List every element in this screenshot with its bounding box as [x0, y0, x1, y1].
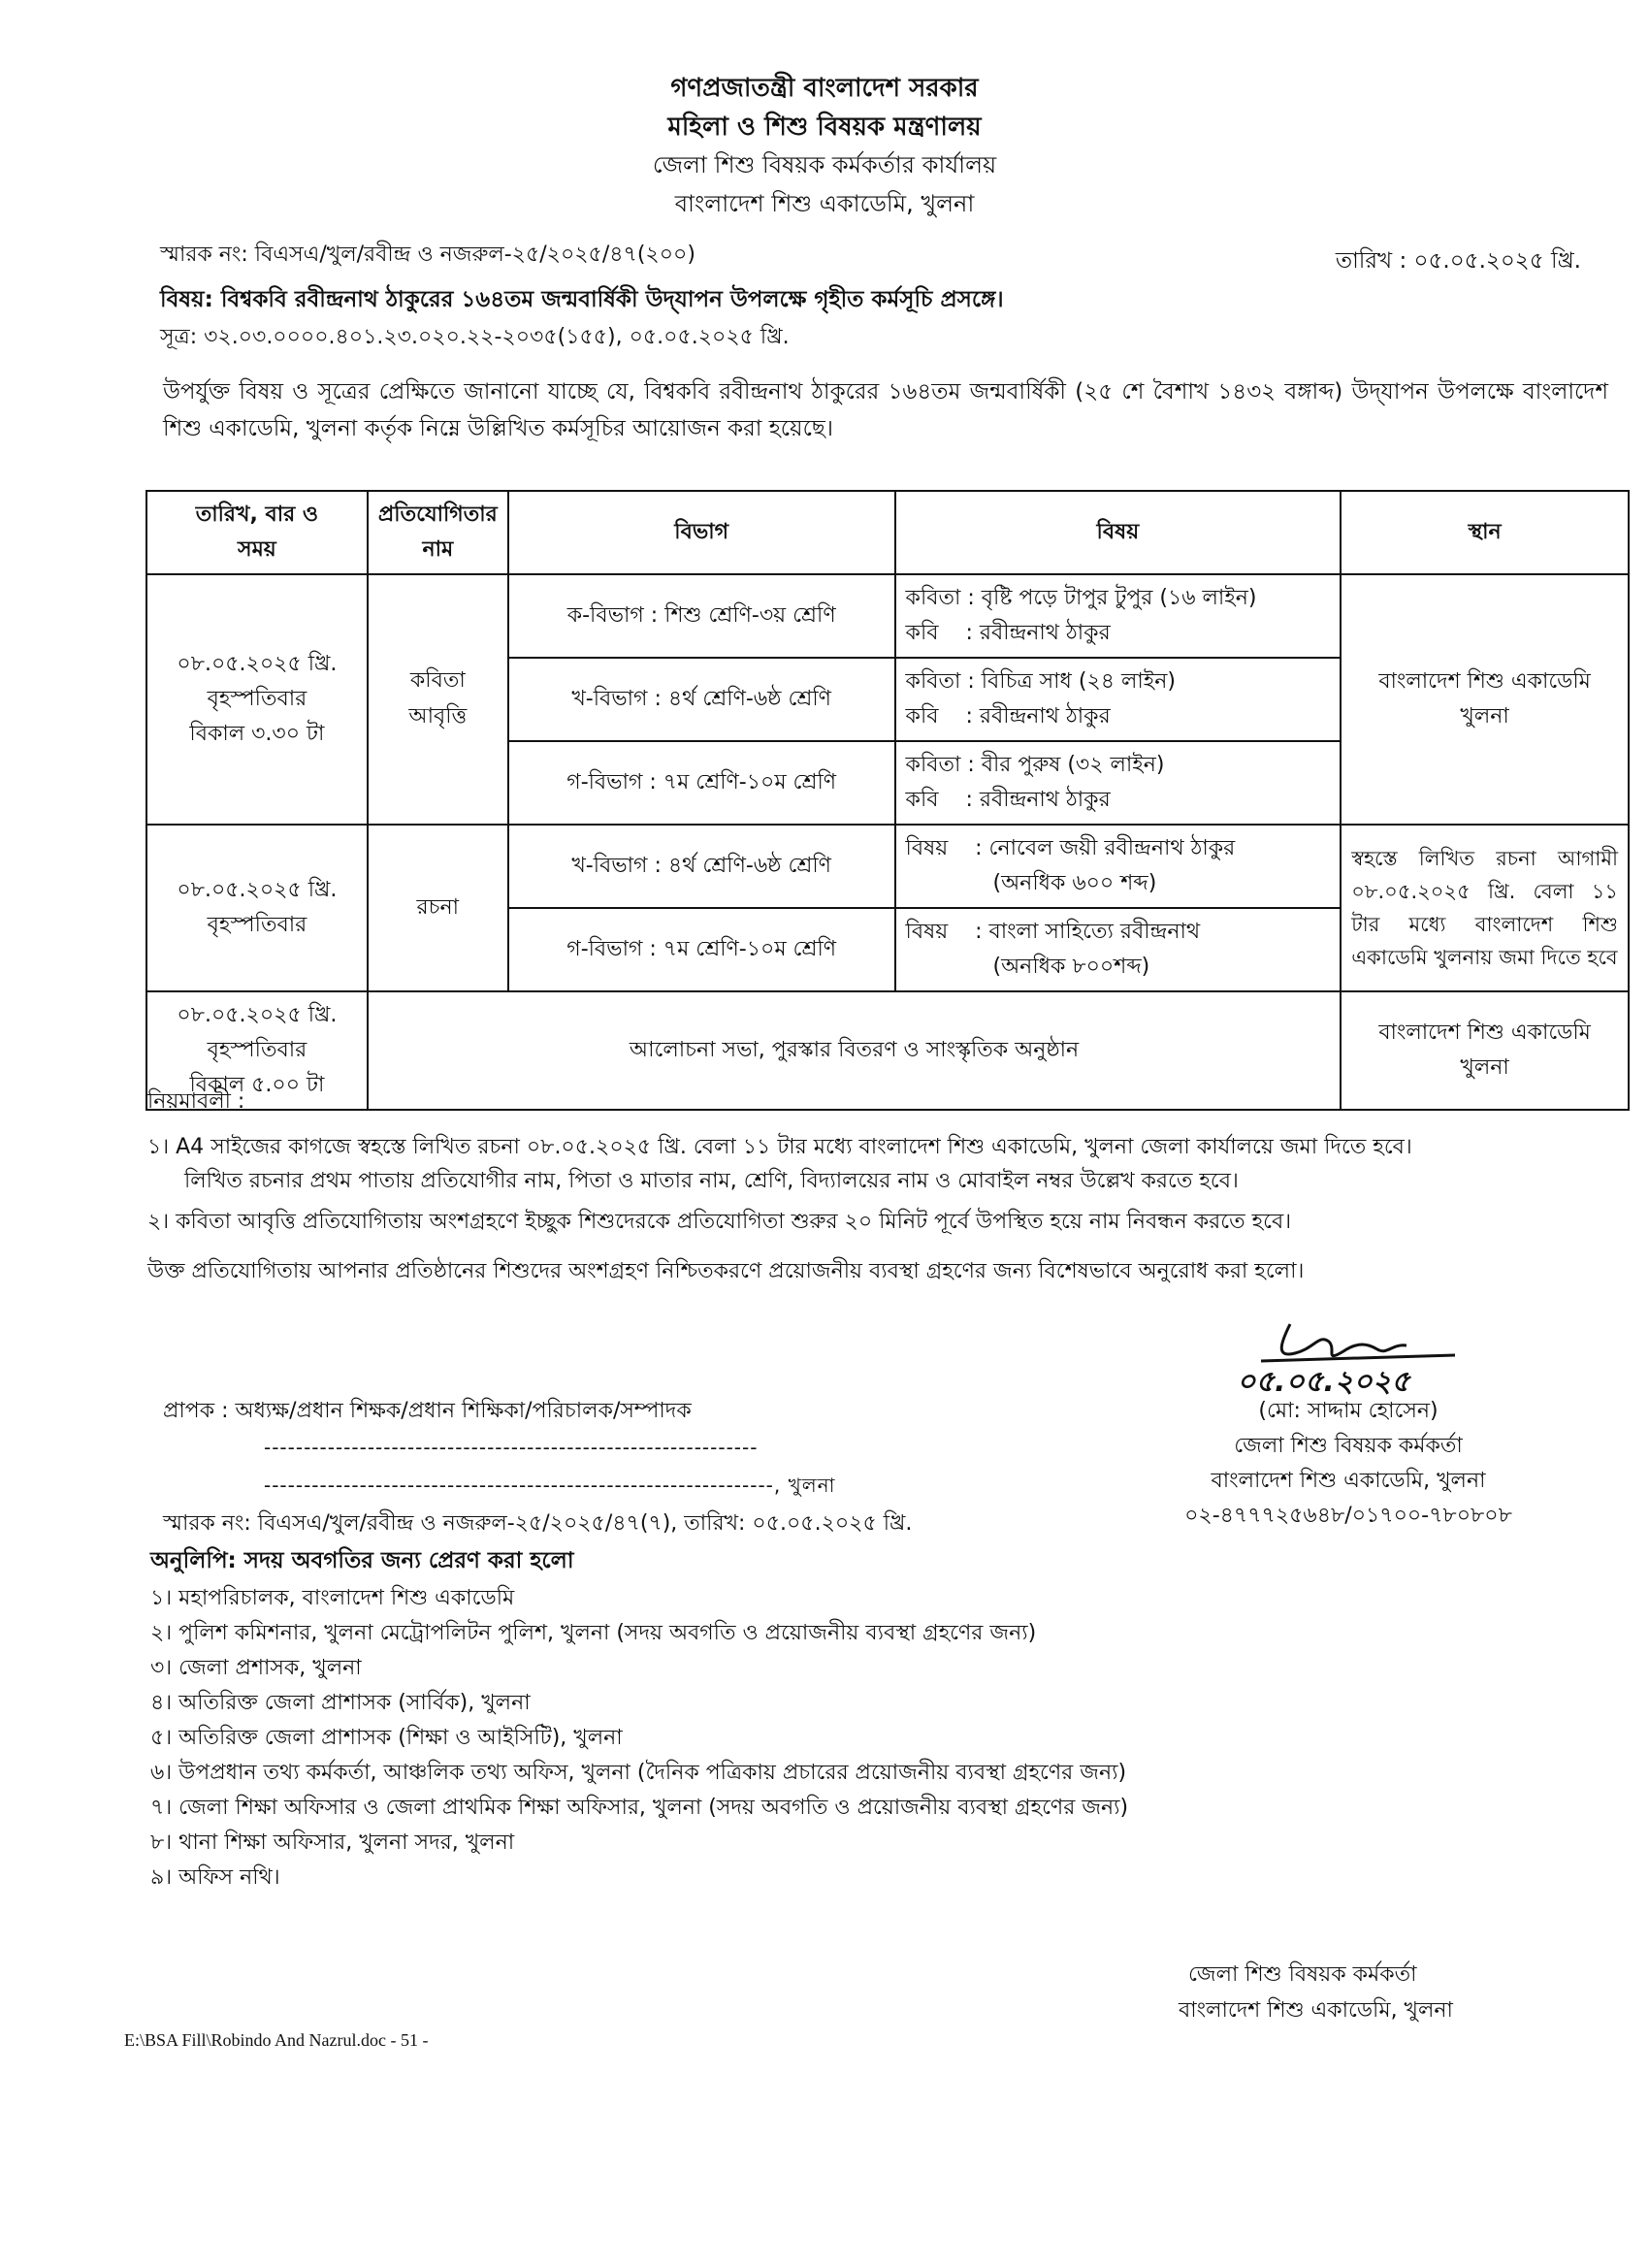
ceremony-event: আলোচনা সভা, পুরস্কার বিতরণ ও সাংস্কৃতিক অনুষ্ঠান: [368, 991, 1341, 1110]
list-item: ৭। জেলা শিক্ষা অফিসার ও জেলা প্রাথমিক শিক্ষা অফিসার, খুলনা (সদয় অবগতি ও প্রয়োজনীয় ব্যবস্থা গ্রহণের জন্য): [150, 1796, 1129, 1820]
list-item: ১। মহাপরিচালক, বাংলাদেশ শিশু একাডেমি: [150, 1586, 515, 1610]
list-item: ৮। থানা শিক্ষা অফিসার, খুলনা সদর, খুলনা: [150, 1831, 515, 1855]
subject-text: বিশ্বকবি রবীন্দ্রনাথ ঠাকুরের ১৬৪তম জন্মবার্ষিকী উদ্‌যাপন উপলক্ষে গৃহীত কর্মসূচি প্রসঙ্গে।: [220, 287, 1004, 312]
recitation-date: ০৮.০৫.২০২৫ খ্রি.: [177, 652, 338, 676]
recipient-blank-1: --------------------------------------------------------------: [264, 1436, 759, 1459]
recitation-subject-ka: [895, 574, 1342, 658]
request-paragraph: উক্ত প্রতিযোগিতায় আপনার প্রতিষ্ঠানের শিশুদের অংশগ্রহণ নিশ্চিতকরণে প্রয়োজনীয় ব্যবস্থা গ্রহণের জন্য বিশেষভাবে অনুরোধ করা হলো।: [147, 1259, 1305, 1283]
table-header-row: [146, 491, 1629, 574]
recitation-division-ka: ক-বিভাগ : শিশু শ্রেণি-৩য় শ্রেণি: [508, 574, 895, 658]
poem-poet: কবি : রবীন্দ্রনাথ ঠাকুর: [905, 788, 1111, 812]
ceremony-day: বৃহস্পতিবার: [207, 1038, 307, 1062]
ceremony-venue-line2: খুলনা: [1460, 1055, 1509, 1080]
file-path-footer: E:\BSA Fill\Robindo And Nazrul.doc - 51 -: [124, 2030, 429, 2050]
recitation-day: বৃহস্পতিবার: [207, 687, 307, 711]
header-competition: [368, 491, 508, 574]
essay-word-limit: (অনধিক ৬০০ শব্দ): [992, 871, 1157, 895]
bottom-designation: জেলা শিশু বিষয়ক কর্মকর্তা: [1188, 1962, 1417, 1987]
essay-subject-ga: [895, 908, 1342, 991]
recitation-venue-line1: বাংলাদেশ শিশু একাডেমি: [1378, 669, 1591, 694]
list-item: ৯। অফিস নথি।: [150, 1865, 280, 1890]
subject-label: বিষয়:: [160, 287, 213, 312]
table-row: [146, 991, 1629, 1110]
header-office: জেলা শিশু বিষয়ক কর্মকর্তার কার্যালয়: [652, 151, 997, 178]
essay-topic: বিষয় : নোবেল জয়ী রবীন্দ্রনাথ ঠাকুর: [905, 836, 1236, 860]
table-row: [146, 825, 1629, 908]
recitation-venue: [1341, 574, 1629, 825]
memo-reference: স্মারক নং: বিএসএ/খুল/রবীন্দ্র ও নজরুল-২৫/২০২৫/৪৭(২০০): [160, 243, 695, 267]
table-row: [146, 574, 1629, 658]
recitation-subject-kha: [895, 658, 1342, 741]
poem-title: কবিতা : বীর পুরুষ (৩২ লাইন): [905, 753, 1165, 777]
essay-date: ০৮.০৫.২০২৫ খ্রি.: [177, 878, 338, 902]
header-datetime: [146, 491, 368, 574]
signatory-office: বাংলাদেশ শিশু একাডেমি, খুলনা: [1211, 1469, 1486, 1493]
rule-1-continued: লিখিত রচনার প্রথম পাতায় প্রতিযোগীর নাম, পিতা ও মাতার নাম, শ্রেণি, বিদ্যালয়ের নাম ও মোবাইল নম্বর উল্লেখ করতে হবে।: [184, 1169, 1239, 1193]
header-division: বিভাগ: [508, 491, 895, 574]
header-venue: স্থান: [1341, 491, 1629, 574]
list-item: ২। পুলিশ কমিশনার, খুলনা মেট্রোপলিটন পুলিশ, খুলনা (সদয় অবগতি ও প্রয়োজনীয় ব্যবস্থা গ্রহণের জন্য): [150, 1621, 1037, 1645]
subject-line: [160, 281, 1004, 319]
ceremony-time: বিকাল ৫.০০ টা: [189, 1073, 325, 1097]
recitation-division-kha: খ-বিভাগ : ৪র্থ শ্রেণি-৬ষ্ঠ শ্রেণি: [508, 658, 895, 741]
essay-datetime: [146, 825, 368, 991]
recitation-datetime: [146, 574, 368, 825]
ceremony-date: ০৮.০৫.২০২৫ খ্রি.: [177, 1003, 338, 1027]
list-item: ৬। উপপ্রধান তথ্য কর্মকর্তা, আঞ্চলিক তথ্য অফিস, খুলনা (দৈনিক পত্রিকায় প্রচারের প্রয়োজনীয় ব্যবস্থা গ্রহণের জন্য): [150, 1761, 1127, 1785]
memo-date: তারিখ : ০৫.০৫.২০২৫ খ্রি.: [1335, 248, 1581, 274]
rules-title: নিয়মাবলী :: [147, 1089, 245, 1114]
recitation-subject-ga: [895, 741, 1342, 825]
list-item: ৪। অতিরিক্ত জেলা প্রাশাসক (সার্বিক), খুলনা: [150, 1691, 531, 1715]
list-item: ৩। জেলা প্রশাসক, খুলনা: [150, 1656, 362, 1680]
essay-competition: রচনা: [368, 825, 508, 991]
header-datetime-line1: তারিখ, বার ও: [195, 502, 319, 527]
source-reference: সূত্র: ৩২.০৩.০০০০.৪০১.২৩.০২০.২২-২০৩৫(১৫৫), ০৫.০৫.২০২৫ খ্রি.: [160, 325, 790, 349]
signatory-block: [1135, 1394, 1562, 1534]
signature-date: ০৫.০৫.২০২৫: [1237, 1365, 1410, 1399]
list-item: ৫। অতিরিক্ত জেলা প্রাশাসক (শিক্ষা ও আইসিটি), খুলনা: [150, 1726, 623, 1750]
essay-topic: বিষয় : বাংলা সাহিত্যে রবীন্দ্রনাথ: [905, 920, 1201, 944]
header-competition-line2: নাম: [422, 537, 454, 562]
bottom-office: বাংলাদেশ শিশু একাডেমি, খুলনা: [1179, 1998, 1453, 2023]
recitation-time: বিকাল ৩.৩০ টা: [189, 722, 325, 746]
signatory-phone: ০২-৪৭৭৭২৫৬৪৮/০১৭০০-৭৮০৮০৮: [1184, 1504, 1512, 1528]
essay-division-kha: খ-বিভাগ : ৪র্থ শ্রেণি-৬ষ্ঠ শ্রেণি: [508, 825, 895, 908]
essay-word-limit: (অনধিক ৮০০শব্দ): [992, 955, 1150, 979]
essay-subject-kha: [895, 825, 1342, 908]
rule-2: ২। কবিতা আবৃত্তি প্রতিযোগিতায় অংশগ্রহণে ইচ্ছুক শিশুদেরকে প্রতিযোগিতা শুরুর ২০ মিনিট পূর্বে উপস্থিত হয়ে নাম নিবন্ধন করতে হবে।: [147, 1210, 1292, 1234]
recipient-blank-2: ----------------------------------------------------------------, খুলনা: [264, 1474, 836, 1497]
ceremony-venue-line1: বাংলাদেশ শিশু একাডেমি: [1378, 1021, 1591, 1045]
intro-paragraph: উপর্যুক্ত বিষয় ও সূত্রের প্রেক্ষিতে জানানো যাচ্ছে যে, বিশ্বকবি রবীন্দ্রনাথ ঠাকুরের ১৬৪তম জন্মবার্ষিকী (২৫ শে বৈশাখ ১৪৩২ বঙ্গাব্দ) উদ্‌যাপন উপলক্ষে বাংলাদেশ শিশু একাডেমি, খুলনা কর্তৃক নিম্নে উল্লিখিত কর্মসূচির আয়োজন করা হয়েছে।: [163, 379, 1608, 441]
recitation-competition: কবিতা আবৃত্তি: [368, 574, 508, 825]
poem-title: কবিতা : বৃষ্টি পড়ে টাপুর টুপুর (১৬ লাইন): [905, 586, 1257, 610]
signatory-name: (মো: সাদ্দাম হোসেন): [1258, 1399, 1439, 1423]
header-competition-line1: প্রতিযোগিতার: [377, 502, 498, 527]
recitation-venue-line2: খুলনা: [1460, 704, 1509, 729]
recipient-label: প্রাপক : অধ্যক্ষ/প্রধান শিক্ষক/প্রধান শিক্ষিকা/পরিচালক/সম্পাদক: [163, 1399, 692, 1423]
poem-poet: কবি : রবীন্দ্রনাথ ঠাকুর: [905, 621, 1111, 645]
header-datetime-line2: সময়: [238, 537, 276, 562]
essay-day: বৃহস্পতিবার: [207, 913, 307, 937]
header-government: গণপ্রজাতন্ত্রী বাংলাদেশ সরকার: [670, 74, 979, 103]
poem-title: কবিতা : বিচিত্র সাধ (২৪ লাইন): [905, 669, 1176, 694]
copy-reference: স্মারক নং: বিএসএ/খুল/রবীন্দ্র ও নজরুল-২৫/২০২৫/৪৭(৭), তারিখ: ০৫.০৫.২০২৫ খ্রি.: [163, 1511, 913, 1536]
header-subject: বিষয়: [895, 491, 1342, 574]
poem-poet: কবি : রবীন্দ্রনাথ ঠাকুর: [905, 704, 1111, 729]
header-academy: বাংলাদেশ শিশু একাডেমি, খুলনা: [674, 190, 975, 217]
recitation-division-ga: গ-বিভাগ : ৭ম শ্রেণি-১০ম শ্রেণি: [508, 741, 895, 825]
essay-venue: স্বহস্তে লিখিত রচনা আগামী ০৮.০৫.২০২৫ খ্রি. বেলা ১১ টার মধ্যে বাংলাদেশ শিশু একাডেমি খুলনায় জমা দিতে হবে: [1341, 825, 1629, 991]
signatory-designation: জেলা শিশু বিষয়ক কর্মকর্তা: [1234, 1434, 1463, 1458]
schedule-table: [146, 490, 1630, 1111]
copy-title: অনুলিপি: সদয় অবগতির জন্য প্রেরণ করা হলো: [150, 1548, 574, 1573]
rule-1: ১। A4 সাইজের কাগজে স্বহস্তে লিখিত রচনা ০৮.০৫.২০২৫ খ্রি. বেলা ১১ টার মধ্যে বাংলাদেশ শিশু একাডেমি, খুলনা জেলা কার্যালয়ে জমা দিতে হবে।: [147, 1135, 1412, 1159]
header-ministry: মহিলা ও শিশু বিষয়ক মন্ত্রণালয়: [667, 113, 982, 142]
essay-division-ga: গ-বিভাগ : ৭ম শ্রেণি-১০ম শ্রেণি: [508, 908, 895, 991]
ceremony-venue: [1341, 991, 1629, 1110]
